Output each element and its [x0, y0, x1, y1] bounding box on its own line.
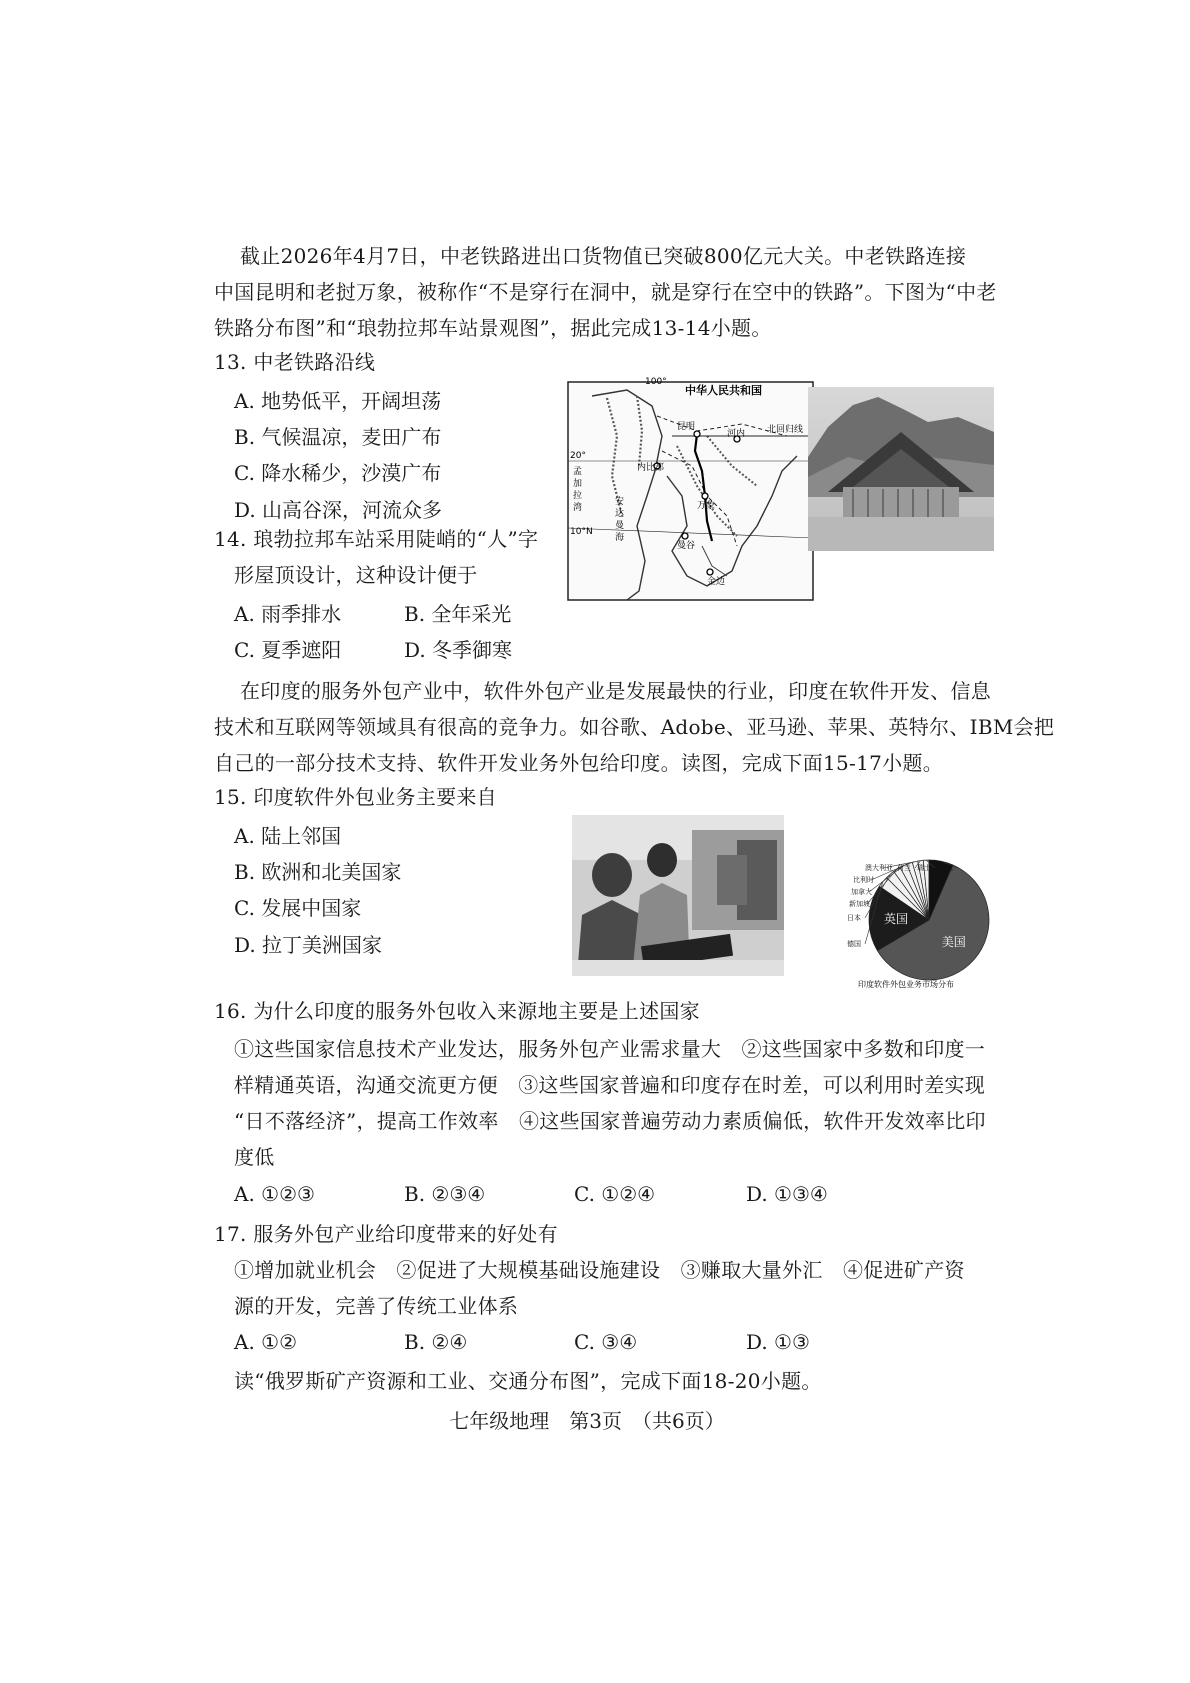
q17-option-a[interactable]: A. ①②: [234, 1330, 298, 1354]
map-kunming: 昆明: [677, 422, 696, 432]
q16-body-line4: 度低: [234, 1145, 275, 1169]
q15-option-a[interactable]: A. 陆上邻国: [234, 824, 342, 848]
map-naypyidaw: 内比都: [637, 463, 665, 473]
pie-label-3: 日本: [847, 914, 861, 922]
map-vientiane: 万象: [697, 501, 716, 511]
pie-label-10: 其他: [939, 864, 953, 872]
q16-body-line3: “日不落经济”，提高工作效率 ④这些国家普遍劳动力素质偏低，软件开发效率比印: [234, 1109, 986, 1133]
pie-label-8: 荷兰: [897, 864, 911, 872]
q17-body-line2: 源的开发，完善了传统工业体系: [234, 1294, 519, 1318]
map-country-label: 中华人民共和国: [685, 384, 762, 397]
q16-body-line2: 样精通英语，沟通交流更方便 ③这些国家普遍和印度存在时差，可以利用时差实现: [234, 1073, 986, 1097]
q13-option-c[interactable]: C. 降水稀少，沙漠广布: [234, 461, 442, 485]
pie-label-1: 英国: [883, 912, 909, 926]
map-hanoi: 河内: [727, 429, 746, 439]
q16-option-b[interactable]: B. ②③④: [404, 1182, 486, 1206]
map-tropic: 北回归线: [767, 425, 804, 435]
map-gulf-bengal-1: 孟: [573, 467, 583, 477]
map-lon-100: 100°: [645, 377, 667, 387]
map-lat-20: 20°: [570, 451, 586, 461]
q13-option-b[interactable]: B. 气候温凉，麦田广布: [234, 425, 442, 449]
q15-option-c[interactable]: C. 发展中国家: [234, 896, 362, 920]
passage2-line3: 自己的一部分技术支持、软件开发业务外包给印度。读图，完成下面15-17小题。: [214, 751, 944, 775]
q17-stem: 17. 服务外包产业给印度带来的好处有: [214, 1222, 558, 1246]
pie-label-9: 瑞士: [917, 864, 931, 872]
map-andaman-3: 曼: [615, 521, 625, 531]
map-andaman-1: 安: [615, 497, 625, 507]
pie-label-7: 澳大利亚: [865, 864, 893, 872]
q15-option-b[interactable]: B. 欧洲和北美国家: [234, 860, 402, 884]
map-gulf-bengal-3: 拉: [573, 491, 583, 501]
passage2-line1: 在印度的服务外包产业中，软件外包产业是发展最快的行业，印度在软件开发、信息: [240, 679, 992, 703]
map-andaman-2: 达: [615, 509, 625, 519]
passage1-line1: 截止2026年4月7日，中老铁路进出口货物值已突破800亿元大关。中老铁路连接: [240, 244, 967, 268]
q16-option-d[interactable]: D. ①③④: [746, 1182, 828, 1206]
china-laos-railway-map: [567, 376, 814, 602]
q14-option-a[interactable]: A. 雨季排水: [234, 602, 342, 626]
india-outsourcing-pie-chart: [811, 850, 1001, 990]
map-lat-10: 10°N: [570, 527, 593, 537]
pie-label-6: 比利时: [853, 876, 874, 884]
passage3: 读“俄罗斯矿产资源和工业、交通分布图”，完成下面18-20小题。: [234, 1369, 822, 1393]
page-footer: 七年级地理 第3页 （共6页）: [449, 1409, 725, 1433]
map-gulf-bengal-2: 加: [573, 479, 583, 489]
pie-label-0: 美国: [941, 934, 966, 949]
q15-option-d[interactable]: D. 拉丁美洲国家: [234, 933, 383, 957]
q14-option-d[interactable]: D. 冬季御寒: [404, 638, 513, 662]
pie-chart-title: 印度软件外包业务市场分布: [858, 980, 954, 989]
pie-label-2: 德国: [847, 940, 861, 948]
pie-label-5: 加拿大: [851, 888, 872, 896]
pie-label-4: 新加坡: [849, 900, 870, 908]
map-phnompenh: 金边: [707, 577, 726, 587]
passage1-line3: 铁路分布图”和“琅勃拉邦车站景观图”，据此完成13-14小题。: [214, 316, 772, 340]
q14-option-b[interactable]: B. 全年采光: [404, 602, 512, 626]
q16-stem: 16. 为什么印度的服务外包收入来源地主要是上述国家: [214, 999, 700, 1023]
q13-stem: 13. 中老铁路沿线: [214, 350, 376, 374]
q14-stem-line2: 形屋顶设计，这种设计便于: [234, 563, 478, 587]
map-andaman-4: 海: [615, 533, 625, 543]
q13-option-a[interactable]: A. 地势低平，开阔坦荡: [234, 389, 442, 413]
q14-option-c[interactable]: C. 夏季遮阳: [234, 638, 342, 662]
q17-body-line1: ①增加就业机会 ②促进了大规模基础设施建设 ③赚取大量外汇 ④促进矿产资: [234, 1258, 965, 1282]
map-bangkok: 曼谷: [677, 541, 696, 551]
passage1-line2: 中国昆明和老挝万象，被称作“不是穿行在洞中，就是穿行在空中的铁路”。下图为“中老: [214, 280, 997, 304]
q16-option-a[interactable]: A. ①②③: [234, 1182, 315, 1206]
q17-option-c[interactable]: C. ③④: [574, 1330, 638, 1354]
map-gulf-bengal-4: 湾: [573, 503, 583, 513]
q17-option-b[interactable]: B. ②④: [404, 1330, 468, 1354]
luang-prabang-station-photo: [808, 387, 994, 551]
passage2-line2: 技术和互联网等领域具有很高的竞争力。如谷歌、Adobe、亚马逊、苹果、英特尔、IBM会把: [214, 715, 1055, 739]
q13-option-d[interactable]: D. 山高谷深，河流众多: [234, 498, 443, 522]
q15-stem: 15. 印度软件外包业务主要来自: [214, 785, 497, 809]
q14-stem-line1: 14. 琅勃拉邦车站采用陡峭的“人”字: [214, 527, 539, 551]
india-office-photo: [572, 815, 784, 976]
q17-option-d[interactable]: D. ①③: [746, 1330, 810, 1354]
q16-option-c[interactable]: C. ①②④: [574, 1182, 656, 1206]
q16-body-line1: ①这些国家信息技术产业发达，服务外包产业需求量大 ②这些国家中多数和印度一: [234, 1037, 986, 1061]
